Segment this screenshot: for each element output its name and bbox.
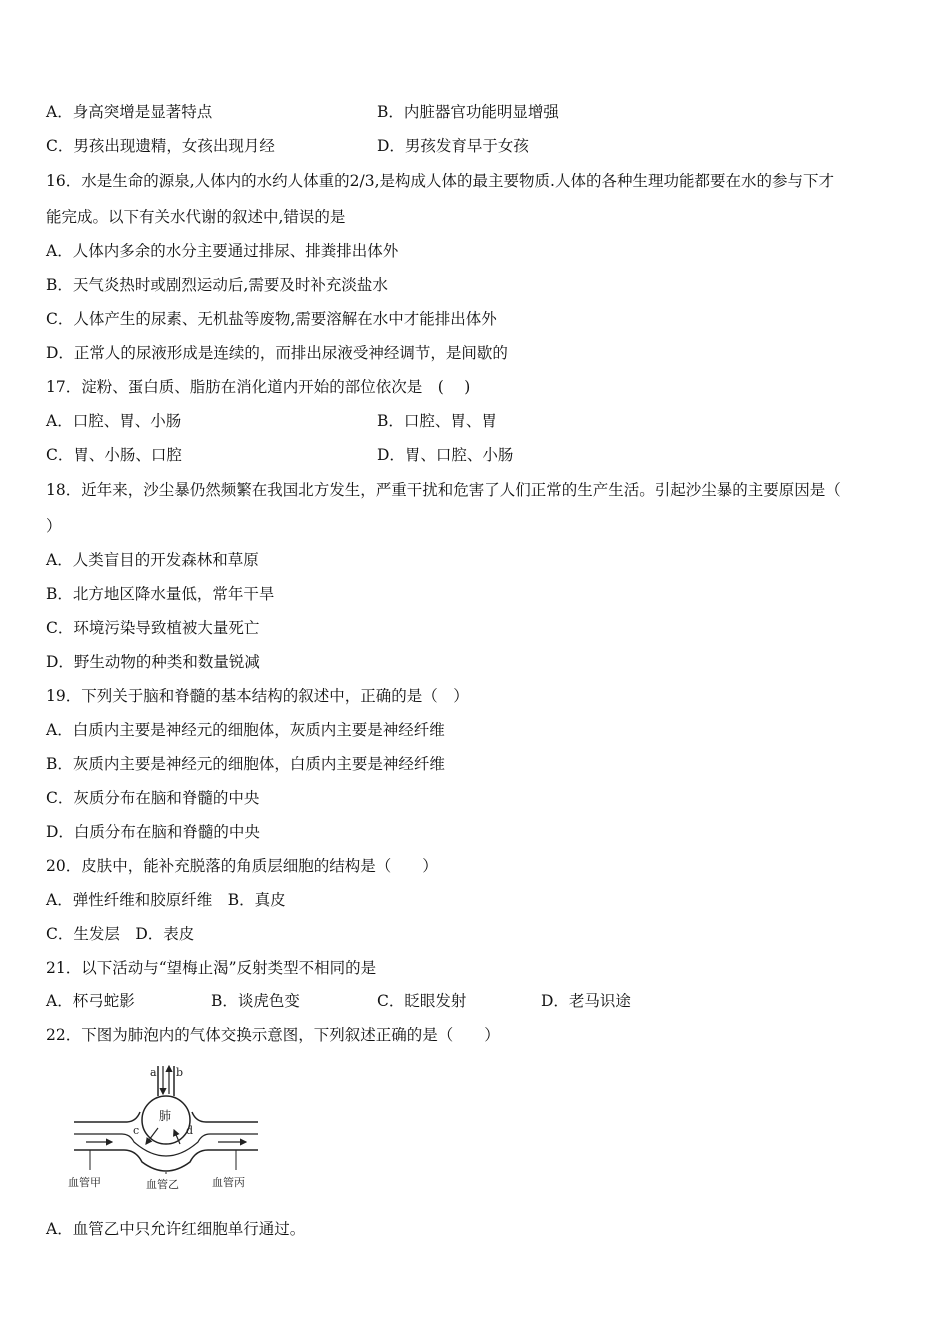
q20-options-ab: A．弹性纤维和胶原纤维 B．真皮 — [46, 891, 286, 909]
label-d: d — [186, 1124, 194, 1137]
q21-option-a: A．杯弓蛇影 — [46, 992, 135, 1010]
q16-option-a: A．人体内多余的水分主要通过排尿、排粪排出体外 — [46, 242, 399, 260]
q18-option-b: B．北方地区降水量低，常年干旱 — [46, 585, 275, 603]
q20-stem: 20．皮肤中，能补充脱落的角质层细胞的结构是（ ） — [46, 857, 438, 875]
q19-option-a: A．白质内主要是神经元的细胞体，灰质内主要是神经纤维 — [46, 721, 445, 739]
q22-option-a: A．血管乙中只允许红细胞单行通过。 — [46, 1220, 306, 1238]
q15-option-d: D．男孩发育早于女孩 — [377, 137, 529, 155]
label-vessel-jia: 血管甲 — [68, 1176, 101, 1189]
q21-option-c: C．眨眼发射 — [377, 992, 467, 1010]
q19-option-b: B．灰质内主要是神经元的细胞体，白质内主要是神经纤维 — [46, 755, 445, 773]
q18-option-d: D．野生动物的种类和数量锐减 — [46, 653, 260, 671]
q17-option-a: A．口腔、胃、小肠 — [46, 412, 182, 430]
q16-stem-line2: 能完成。以下有关水代谢的叙述中,错误的是 — [46, 208, 346, 226]
label-a: a — [150, 1066, 157, 1079]
q17-stem: 17．淀粉、蛋白质、脂肪在消化道内开始的部位依次是 ( ) — [46, 378, 471, 396]
label-b: b — [176, 1066, 184, 1079]
q18-option-a: A．人类盲目的开发森林和草原 — [46, 551, 259, 569]
q21-stem: 21．以下活动与“望梅止渴”反射类型不相同的是 — [46, 959, 377, 977]
q17-option-d: D．胃、口腔、小肠 — [377, 446, 514, 464]
q18-stem-line2: ） — [46, 517, 62, 535]
q16-option-d: D．正常人的尿液形成是连续的，而排出尿液受神经调节，是间歇的 — [46, 344, 508, 362]
q17-option-c: C．胃、小肠、口腔 — [46, 446, 182, 464]
q21-option-d: D．老马识途 — [541, 992, 631, 1010]
vessel-wall-bottom — [74, 1150, 258, 1171]
q19-option-c: C．灰质分布在脑和脊髓的中央 — [46, 789, 260, 807]
q16-option-b: B．天气炎热时或剧烈运动后,需要及时补充淡盐水 — [46, 276, 388, 294]
label-lung: 肺 — [159, 1109, 172, 1123]
label-c: c — [133, 1124, 140, 1137]
q19-stem: 19．下列关于脑和脊髓的基本结构的叙述中，正确的是（ ） — [46, 687, 469, 705]
alveolus-gas-exchange-diagram — [66, 1062, 266, 1192]
q19-option-d: D．白质分布在脑和脊髓的中央 — [46, 823, 260, 841]
q21-option-b: B．谈虎色变 — [211, 992, 300, 1010]
q16-option-c: C．人体产生的尿素、无机盐等废物,需要溶解在水中才能排出体外 — [46, 310, 497, 328]
diagram-svg — [66, 1062, 266, 1192]
q15-option-c: C．男孩出现遗精，女孩出现月经 — [46, 137, 275, 155]
q15-option-a: A．身高突增是显著特点 — [46, 103, 213, 121]
q16-stem-line1: 16．水是生命的源泉,人体内的水约人体重的2/3,是构成人体的最主要物质.人体的各种生理功能都要在水的参与下才 — [46, 172, 834, 190]
label-vessel-yi: 血管乙 — [146, 1178, 179, 1191]
q20-options-cd: C．生发层 D．表皮 — [46, 925, 195, 943]
q18-option-c: C．环境污染导致植被大量死亡 — [46, 619, 260, 637]
q18-stem-line1: 18．近年来，沙尘暴仍然频繁在我国北方发生，严重干扰和危害了人们正常的生产生活。引起沙尘暴的主要原因是（ — [46, 481, 841, 499]
q17-option-b: B．口腔、胃、胃 — [377, 412, 497, 430]
label-vessel-bing: 血管丙 — [212, 1176, 245, 1189]
q15-option-b: B．内脏器官功能明显增强 — [377, 103, 559, 121]
q22-stem: 22．下图为肺泡内的气体交换示意图，下列叙述正确的是（ ） — [46, 1026, 500, 1044]
